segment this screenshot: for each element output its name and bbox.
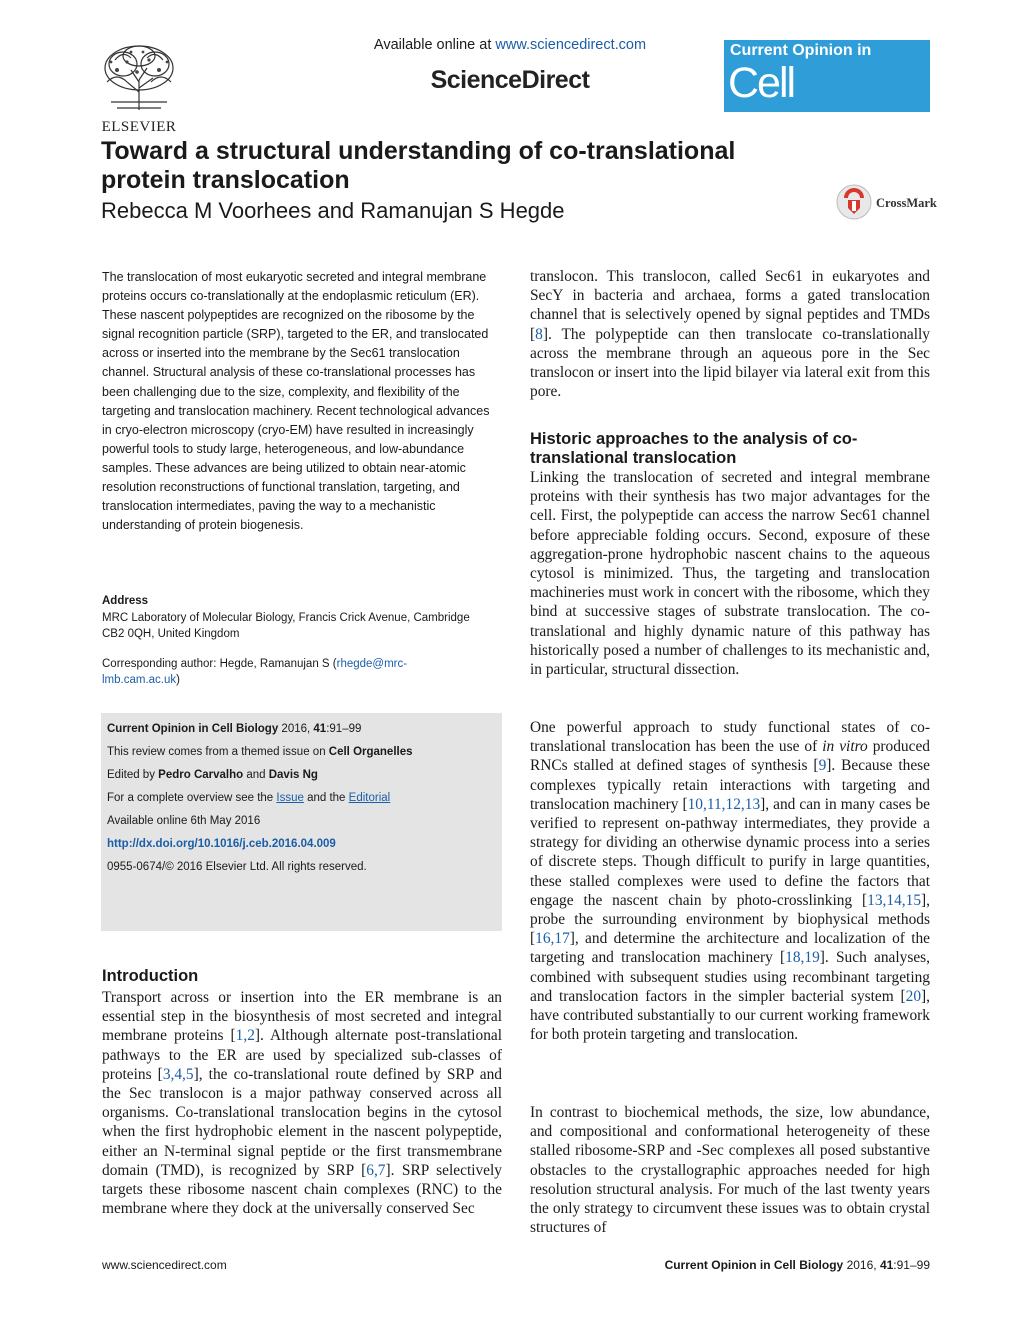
crossmark-icon xyxy=(836,184,872,220)
footer-volume: 41 xyxy=(879,1258,894,1272)
issue-link[interactable]: Issue xyxy=(276,792,304,804)
article-authors: Rebecca M Voorhees and Ramanujan S Hegde xyxy=(101,198,565,223)
historic-approaches-heading: Historic approaches to the analysis of co-translational translocation xyxy=(530,430,858,467)
email-link-cont[interactable]: lmb.cam.ac.uk xyxy=(102,674,177,686)
rp3-text-3: ]. Because these complexes typically retain interactions with targeting and translocation machinery [ xyxy=(530,757,930,813)
right-paragraph-1 xyxy=(530,267,930,401)
ref-link[interactable]: 10,11,12,13 xyxy=(687,795,761,813)
doi-link[interactable]: http://dx.doi.org/10.1016/j.ceb.2016.04.009 xyxy=(107,838,336,850)
corresponding-prefix: Corresponding author: Hegde, Ramanujan S ( xyxy=(102,658,337,670)
sciencedirect-link[interactable]: www.sciencedirect.com xyxy=(495,37,647,53)
ref-link[interactable]: 13,14,15 xyxy=(867,891,922,909)
overview-and: and the xyxy=(303,792,349,804)
ref-link[interactable]: 18,19 xyxy=(785,949,820,967)
rp3-text-5: ], probe the surrounding environment by biophysical methods [ xyxy=(530,891,930,948)
footer-year: 2016, xyxy=(843,1258,880,1272)
address-text xyxy=(102,610,512,642)
address-line-2: CB2 0QH, United Kingdom xyxy=(102,628,240,640)
themed-issue: Cell Organelles xyxy=(328,746,413,758)
elsevier-wordmark: ELSEVIER xyxy=(101,119,177,135)
rp3-text-2: produced RNCs stalled at defined stages of synthesis [ xyxy=(530,738,930,775)
rp3-text-7: ]. Such analyses, combined with subsequent studies using recombinant targeting and translocation factors in the simpler bacterial system [ xyxy=(530,949,931,1005)
ref-link[interactable]: 1,2 xyxy=(235,1027,255,1045)
info-available: Available online 6th May 2016 xyxy=(107,815,261,827)
elsevier-logo xyxy=(97,42,181,135)
sciencedirect-brand: ScienceDirect xyxy=(430,66,590,94)
info-themed xyxy=(107,744,496,767)
address-line-1: MRC Laboratory of Molecular Biology, Francis Crick Avenue, Cambridge xyxy=(102,612,470,624)
elsevier-tree-icon xyxy=(97,42,181,112)
footer-journal: Current Opinion in Cell Biology xyxy=(664,1258,844,1272)
intro-text-3: ], the co-translational route defined by SRP and the Sec translocon is a major pathway conserved across all organisms. Co-translational translocation begins in the cytosol when the first hydrophobic element in the nascent polypeptide, either an N-terminal signal peptide or the first transmembrane domain (TMD), is recognized by SRP [ xyxy=(102,1065,502,1179)
edited-prefix: Edited by xyxy=(107,769,159,781)
info-year: 2016, xyxy=(278,723,314,735)
corresponding-author xyxy=(102,656,502,688)
intro-text-4: ]. SRP selectively targets these ribosome nascent chain complexes (RNC) to the membrane where they dock at the universally conserved Sec xyxy=(102,1161,502,1218)
ref-link[interactable]: 9 xyxy=(818,757,827,775)
rp3-text-1: One powerful approach to study functional states of co-translational translocation has been the use of xyxy=(530,719,930,756)
rp1-text-1: translocon. This translocon, called Sec61 in eukaryotes and SecY in bacteria and archaea, forms a gated translocation channel that is selectively opened by signal peptides and TMDs [ xyxy=(530,268,930,343)
ref-link[interactable]: 16,17 xyxy=(535,930,570,948)
available-online-line xyxy=(300,37,720,53)
journal-logo xyxy=(724,40,930,155)
intro-text-2: ]. Although alternate post-translational pathways to the ER are used by specialized sub-classes of proteins [ xyxy=(102,1027,502,1083)
available-prefix: Available online at xyxy=(373,37,496,53)
info-journal: Current Opinion in Cell Biology xyxy=(107,723,279,735)
info-overview xyxy=(107,790,496,813)
rp3-text-4: ], and can in many cases be verified to represent on-pathway intermediates, they provide a strategy for dividing an otherwise dynamic process into a series of discrete steps. Though difficult to purify in large quantities, these stalled complexes were used to define the factors that engage the nascent chain by photo-crosslinking [ xyxy=(530,795,930,909)
rp1-text-2: ]. The polypeptide can then translocate co-translationally across the membrane through an aqueous pore in the Sec translocon or insert into the lipid bilayer via lateral exit from this pore. xyxy=(530,325,930,401)
editor-1: Pedro Carvalho xyxy=(158,769,244,781)
right-paragraph-3 xyxy=(530,718,930,1044)
info-pages: :91–99 xyxy=(326,723,362,735)
right-paragraph-2: Linking the translocation of secreted and integral membrane proteins with their synthesis has two major advantages for the cell. First, the polypeptide can access the narrow Sec61 channel before appreciable folding occurs. Second, exposure of these aggregation-prone hydrophobic nascent chains to the aqueous cytosol is minimized. Thus, the targeting and translocation machineries must work in concert with the ribosome, which they bind at successive stages of substrate translocation. The co-translational and highly dynamic nature of this pathway has historically posed a number of challenges to its mechanistic and, in particular, structural dissection. xyxy=(530,469,930,679)
crossmark-badge[interactable] xyxy=(836,184,936,224)
introduction-heading: Introduction xyxy=(102,967,199,985)
corresponding-suffix: ) xyxy=(176,674,180,686)
info-citation xyxy=(107,721,496,744)
intro-text-1: Transport across or insertion into the ER membrane is an essential step in the biosynthesis of most secreted and integral membrane proteins [ xyxy=(102,989,502,1045)
in-vitro-italic: in vitro xyxy=(822,738,868,756)
article-title: Toward a structural understanding of co-translational protein translocation xyxy=(101,137,736,194)
ref-link[interactable]: 8 xyxy=(535,325,543,343)
footer-url[interactable]: www.sciencedirect.com xyxy=(102,1258,227,1272)
rp3-text-6: ], and determine the architecture and localization of the targeting and translocation machinery [ xyxy=(530,930,930,967)
footer-citation xyxy=(665,1258,930,1272)
themed-prefix: This review comes from a themed issue on xyxy=(107,746,329,758)
article-info-box xyxy=(101,713,502,931)
journal-logo-top: Current Opinion in xyxy=(730,42,872,59)
ref-link[interactable]: 20 xyxy=(905,987,922,1005)
info-volume: 41 xyxy=(313,723,327,735)
right-paragraph-4: In contrast to biochemical methods, the size, low abundance, and compositional and conformational heterogeneity of these stalled ribosome-SRP and -Sec complexes all posed substantive obstacles to the crystallographic approaches needed for high resolution structural analysis. For much of the last twenty years the only strategy to circumvent these issues was to obtain crystal structures of xyxy=(530,1104,930,1237)
email-link[interactable]: rhegde@mrc- xyxy=(336,658,408,670)
info-edited xyxy=(107,767,496,790)
journal-logo-bottom: Cell Biology xyxy=(728,59,856,155)
edited-and: and xyxy=(243,769,269,781)
editorial-link[interactable]: Editorial xyxy=(348,792,391,804)
introduction-text xyxy=(102,988,502,1218)
overview-prefix: For a complete overview see the xyxy=(107,792,277,804)
rp3-text-8: ], have contributed substantially to our current working framework for both protein targeting and translocation. xyxy=(530,987,930,1044)
abstract: The translocation of most eukaryotic secreted and integral membrane proteins occurs co-translationally at the endoplasmic reticulum (ER). These nascent polypeptides are recognized on the ribosome by the signal recognition particle (SRP), targeted to the ER, and translocated across or inserted into the membrane by the Sec61 translocation channel. Structural analysis of these co-translational processes has been challenging due to the size, complexity, and flexibility of the targeting and translocation machinery. Recent technological advances in cryo-electron microscopy (cryo-EM) have resulted in increasingly powerful tools to study large, heterogeneous, and low-abundance samples. These advances are being utilized to obtain near-atomic resolution reconstructions of functional translation, targeting, and translocation intermediates, paving the way to a mechanistic understanding of protein biogenesis. xyxy=(102,270,490,533)
footer-pages: :91–99 xyxy=(893,1258,930,1272)
ref-link[interactable]: 6,7 xyxy=(366,1161,386,1179)
info-copyright: 0955-0674/© 2016 Elsevier Ltd. All rights reserved. xyxy=(107,861,367,873)
crossmark-label: CrossMark xyxy=(876,196,937,210)
address-heading: Address xyxy=(102,595,149,607)
editor-2: Davis Ng xyxy=(268,769,318,781)
ref-link[interactable]: 3,4,5 xyxy=(162,1065,194,1083)
